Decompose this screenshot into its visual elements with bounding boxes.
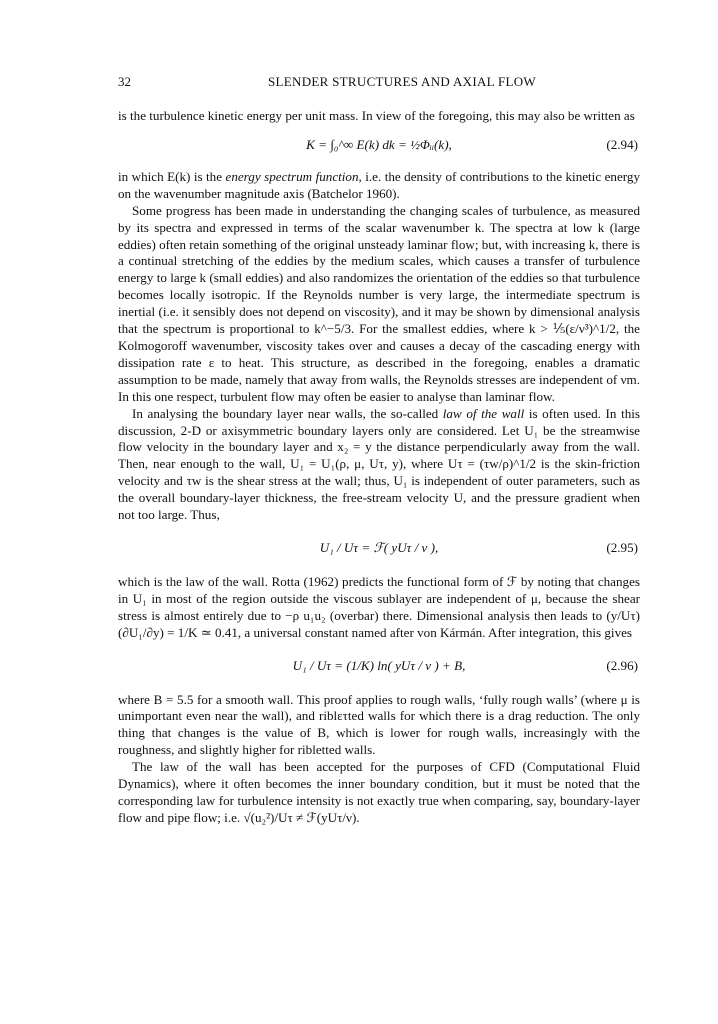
equation-2-95-number: (2.95) xyxy=(606,539,638,555)
page-number: 32 xyxy=(118,74,131,89)
term-law-of-the-wall: law of the wall xyxy=(442,405,525,421)
paragraph-6: where B = 5.5 for a smooth wall. This proof applies to rough walls, ‘fully rough walls’ (where μ is unimportant even near the wall), and riblετted walls for which there is a drag reduction. The only thing that changes is the value of B, which is lower for rough walls, increasingly with the roughness, and slightly higher for ribletted walls. xyxy=(118,691,640,758)
paragraph-4: In analysing the boundary layer near walls, the so-called law of the wall is often used. In this discussion, 2-D or axisymmetric boundary layers only are considered. Let U₁ be the streamwise flow velocity in the boundary layer and x₂ = y the distance perpendicularly away from the wall. Then, near enough to the wall, U₁ = U₁(ρ, μ, Uτ, y), where Uτ = (τw/ρ)^1/2 is the skin-friction velocity and τw is the shear stress at the wall; thus, U₁ is independent of outer parameters, such as the overall boundary-layer thickness, the free-stream velocity U, and the pressure gradient when not too large. Thus, xyxy=(118,405,640,523)
equation-2-94-number: (2.94) xyxy=(606,136,638,152)
equation-2-94-expression: K = ∫₀^∞ E(k) dk = ½Φᵢᵢ(k), xyxy=(306,136,452,152)
page-header xyxy=(118,74,638,94)
equation-2-95-expression: U₁ / Uτ = ℱ( yUτ / ν ), xyxy=(319,539,439,555)
equation-2-96-expression: U₁ / Uτ = (1/K) ln( yUτ / ν ) + B, xyxy=(292,657,466,673)
body-text xyxy=(118,108,640,827)
paragraph-7: The law of the wall has been accepted for the purposes of CFD (Computational Fluid Dynamics), where it often becomes the inner boundary condition, but it must be noted that the corresponding law for turbulence intensity is not exactly true when comparing, say, boundary-layer flow and pipe flow; i.e. √(u₂²)/Uτ ≠ ℱ(yUτ/ν). xyxy=(118,759,640,825)
paragraph-1: is the turbulence kinetic energy per unit mass. In view of the foregoing, this may also be written as xyxy=(118,108,635,123)
term-energy-spectrum-function: energy spectrum function xyxy=(225,168,359,184)
equation-2-96 xyxy=(118,642,640,692)
equation-2-96-number: (2.96) xyxy=(606,657,638,673)
equation-2-95 xyxy=(118,524,640,574)
paragraph-2: in which E(k) is the energy spectrum function, i.e. the density of contributions to the kinetic energy on the wavenumber magnitude axis (Batchelor 1960). xyxy=(118,168,640,201)
paragraph-3: Some progress has been made in understanding the changing scales of turbulence, as measured by its spectra and expressed in terms of the scalar wavenumber k. The spectra at low k (large eddies) often retain something of the original unsteady laminar flow; but, with increasing k, there is a continual stretching of the eddies by the medium scales, which causes a transfer of turbulence energy to large k (small eddies) and also randomizes the orientation of the eddies so that turbulence becomes locally isotropic. If the Reynolds number is very large, the intermediate spectrum is inertial (i.e. it sensibly does not depend on viscosity), and it may be shown by dimensional analysis that the spectrum is proportional to k^−5/3. For the smallest eddies, where k > ⅕(ε/ν³)^1/2, the Kolmogoroff wavenumber, viscosity takes over and causes a decay of the cascading energy with dissipation rate ε to heat. This structure, as described in the foregoing, enables a dramatic assumption to be made, namely that away from walls, the Reynolds stresses are independent of νm. In this one respect, turbulent flow may often be easier to analyse than laminar flow. xyxy=(118,202,640,404)
paragraph-5: which is the law of the wall. Rotta (1962) predicts the functional form of ℱ by noting that changes in U₁ in most of the region outside the viscous sublayer are independent of μ, because the shear stress is almost entirely due to −ρ u₁u₂ (overbar) there. Dimensional analysis then leads to (y/Uτ)(∂U₁/∂y) = 1/K ≃ 0.41, a universal constant named after von Kármán. After integration, this gives xyxy=(118,573,640,640)
running-head: SLENDER STRUCTURES AND AXIAL FLOW xyxy=(268,74,536,89)
equation-2-94 xyxy=(118,125,640,169)
